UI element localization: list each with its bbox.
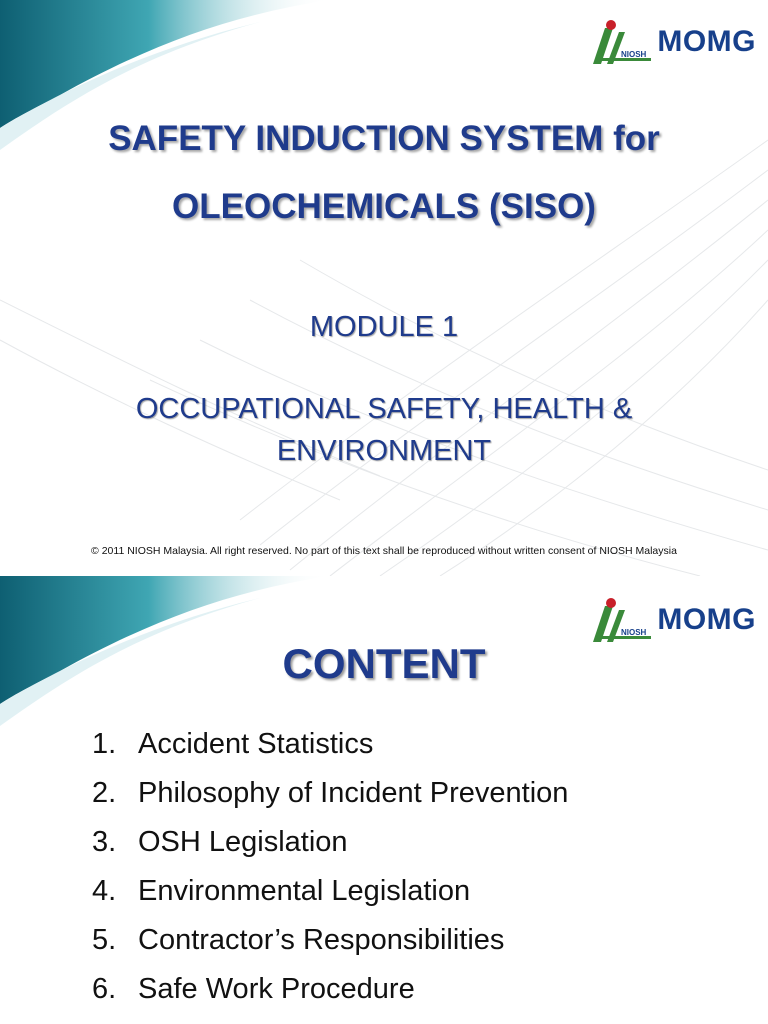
list-item: 6. Safe Work Procedure: [92, 973, 415, 1005]
niosh-logo-icon: [579, 18, 655, 66]
niosh-momg-logo: [579, 18, 756, 66]
svg-text:NIOSH: NIOSH: [621, 628, 647, 637]
list-item-label: OSH Legislation: [138, 826, 348, 858]
list-item-label: Environmental Legislation: [138, 875, 471, 907]
logo-text: MOMG: [657, 603, 756, 636]
list-item: 1. Accident Statistics: [92, 728, 374, 760]
list-item: 4. Environmental Legislation: [92, 875, 471, 907]
list-item: 2. Philosophy of Incident Prevention: [92, 777, 569, 809]
logo-text: MOMG: [657, 25, 756, 58]
content-heading: CONTENT: [282, 640, 486, 687]
niosh-momg-logo: [579, 596, 756, 644]
subtitle-line-1: OCCUPATIONAL SAFETY, HEALTH &: [135, 393, 633, 425]
list-item-label: Philosophy of Incident Prevention: [138, 777, 569, 809]
content-list: [92, 720, 568, 1014]
list-item-label: Accident Statistics: [138, 728, 374, 760]
main-title-line-1: SAFETY INDUCTION SYSTEM for: [108, 119, 660, 158]
module-label: MODULE 1: [309, 311, 459, 343]
svg-text:NIOSH: NIOSH: [621, 50, 647, 59]
list-item-label: Contractor’s Responsibilities: [138, 924, 505, 956]
subtitle-line-2: ENVIRONMENT: [276, 435, 492, 467]
list-item: 5. Contractor’s Responsibilities: [92, 924, 505, 956]
main-title-line-2: OLEOCHEMICALS (SISO): [172, 187, 596, 226]
list-item-label: Safe Work Procedure: [138, 973, 415, 1005]
copyright-notice: © 2011 NIOSH Malaysia. All right reserved. No part of this text shall be reproduced without written consent of NIOSH Malaysia: [91, 545, 677, 557]
list-item: 3. OSH Legislation: [92, 826, 348, 858]
niosh-logo-icon: [579, 596, 655, 644]
